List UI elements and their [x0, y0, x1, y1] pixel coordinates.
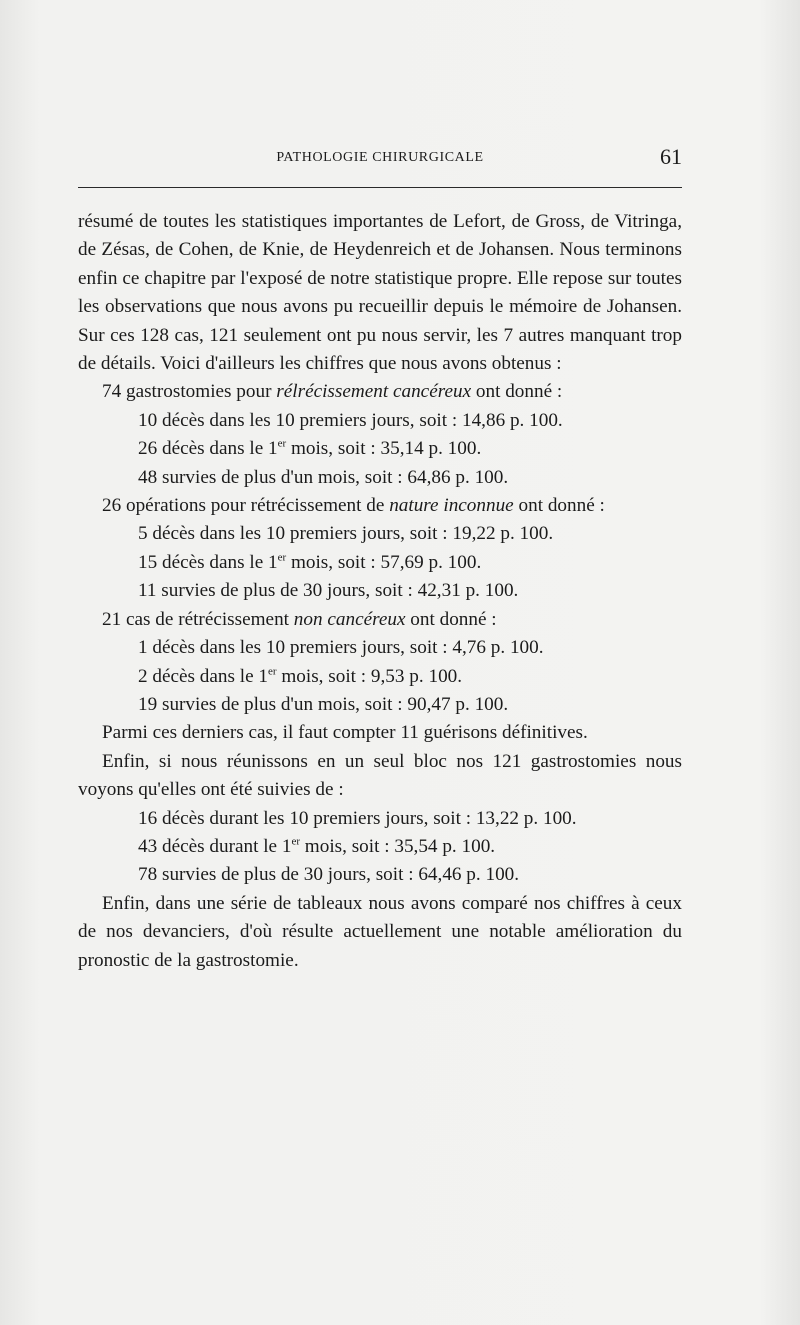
- stat-text: 10 décès dans les 10 premiers jours, soit : 14,86 p. 100.: [138, 409, 563, 431]
- running-title: PATHOLOGIE CHIRURGICALE: [276, 150, 484, 165]
- stat-line: [78, 577, 682, 605]
- intro-paragraph: résumé de toutes les statistiques importantes de Lefort, de Gross, de Vitringa, de Zésas, de Cohen, de Knie, de Heydenreich et de Johansen. Nous terminons enfin ce chapitre par l'exposé de notre statistique propre. Elle repose sur toutes les observations que nous avons pu recueillir depuis le mémoire de Johansen. Sur ces 128 cas, 121 seulement ont pu nous servir, les 7 autres manquant trop de détails. Voici d'ailleurs les chiffres que nous avons obtenus :: [78, 211, 682, 375]
- lead-text: 26 opérations pour rétrécissement de: [102, 495, 390, 517]
- closing-paragraph: Enfin, dans une série de tableaux nous avons comparé nos chiffres à ceux de nos devanciers, d'où résulte actuellement une notable amélioration du pronostic de la gastrostomie.: [78, 892, 682, 971]
- stat-line: [78, 435, 682, 463]
- group-unknown-lead: [78, 492, 682, 520]
- stat-text: 2 décès dans le 1: [138, 665, 269, 687]
- lead-italic: nature inconnue: [389, 495, 514, 517]
- stat-line: [78, 634, 682, 662]
- stat-text: mois, soit : 35,54 p. 100.: [300, 835, 496, 857]
- stat-text: mois, soit : 57,69 p. 100.: [286, 551, 482, 573]
- stat-sup: er: [277, 437, 287, 450]
- lead-italic: non cancéreux: [293, 608, 406, 630]
- stat-text: 26 décès dans le 1: [138, 438, 278, 460]
- lead-text: ont donné :: [513, 495, 605, 517]
- group-cancer-lead: [78, 378, 682, 406]
- lead-text: ont donné :: [471, 381, 563, 403]
- stat-line: [78, 407, 682, 435]
- body-text: [78, 208, 682, 975]
- stat-text: 1 décès dans les 10 premiers jours, soit : 4,76 p. 100.: [138, 637, 544, 659]
- stat-text: 11 survies de plus de 30 jours, soit : 42,31 p. 100.: [138, 580, 519, 602]
- stat-text: 16 décès durant les 10 premiers jours, soit : 13,22 p. 100.: [138, 807, 577, 829]
- stat-line: [78, 833, 682, 861]
- lead-text: 74 gastrostomies pour: [102, 381, 277, 403]
- header-rule: [78, 187, 682, 188]
- stat-line: [78, 549, 682, 577]
- stat-text: 43 décès durant le 1: [138, 835, 292, 857]
- lead-text: ont donné :: [405, 608, 497, 630]
- stat-text: 19 survies de plus d'un mois, soit : 90,47 p. 100.: [138, 693, 509, 715]
- stat-line: [78, 663, 682, 691]
- stat-text: 15 décès dans le 1: [138, 551, 278, 573]
- stat-text: mois, soit : 9,53 p. 100.: [276, 665, 463, 687]
- stat-line: [78, 861, 682, 889]
- parmi-paragraph: Parmi ces derniers cas, il faut compter 11 guérisons définitives.: [102, 722, 588, 744]
- group-noncancer-lead: [78, 606, 682, 634]
- lead-text: 21 cas de rétrécissement: [102, 608, 294, 630]
- stat-line: [78, 805, 682, 833]
- stat-sup: er: [277, 551, 287, 564]
- stat-text: 78 survies de plus de 30 jours, soit : 64,46 p. 100.: [138, 864, 520, 886]
- lead-italic: rélrécissement cancéreux: [276, 381, 472, 403]
- stat-line: [78, 464, 682, 492]
- stat-sup: er: [268, 665, 277, 678]
- stat-text: 48 survies de plus d'un mois, soit : 64,86 p. 100.: [138, 466, 509, 488]
- enfin-lead: Enfin, si nous réunissons en un seul bloc nos 121 gastrostomies nous voyons qu'elles ont été suivies de :: [78, 750, 682, 801]
- stat-line: [78, 520, 682, 548]
- page-number: 61: [660, 144, 682, 169]
- stat-line: [78, 691, 682, 719]
- stat-text: mois, soit : 35,14 p. 100.: [286, 438, 482, 460]
- stat-sup: er: [291, 835, 300, 848]
- stat-text: 5 décès dans les 10 premiers jours, soit : 19,22 p. 100.: [138, 523, 554, 545]
- page-header: [78, 144, 682, 174]
